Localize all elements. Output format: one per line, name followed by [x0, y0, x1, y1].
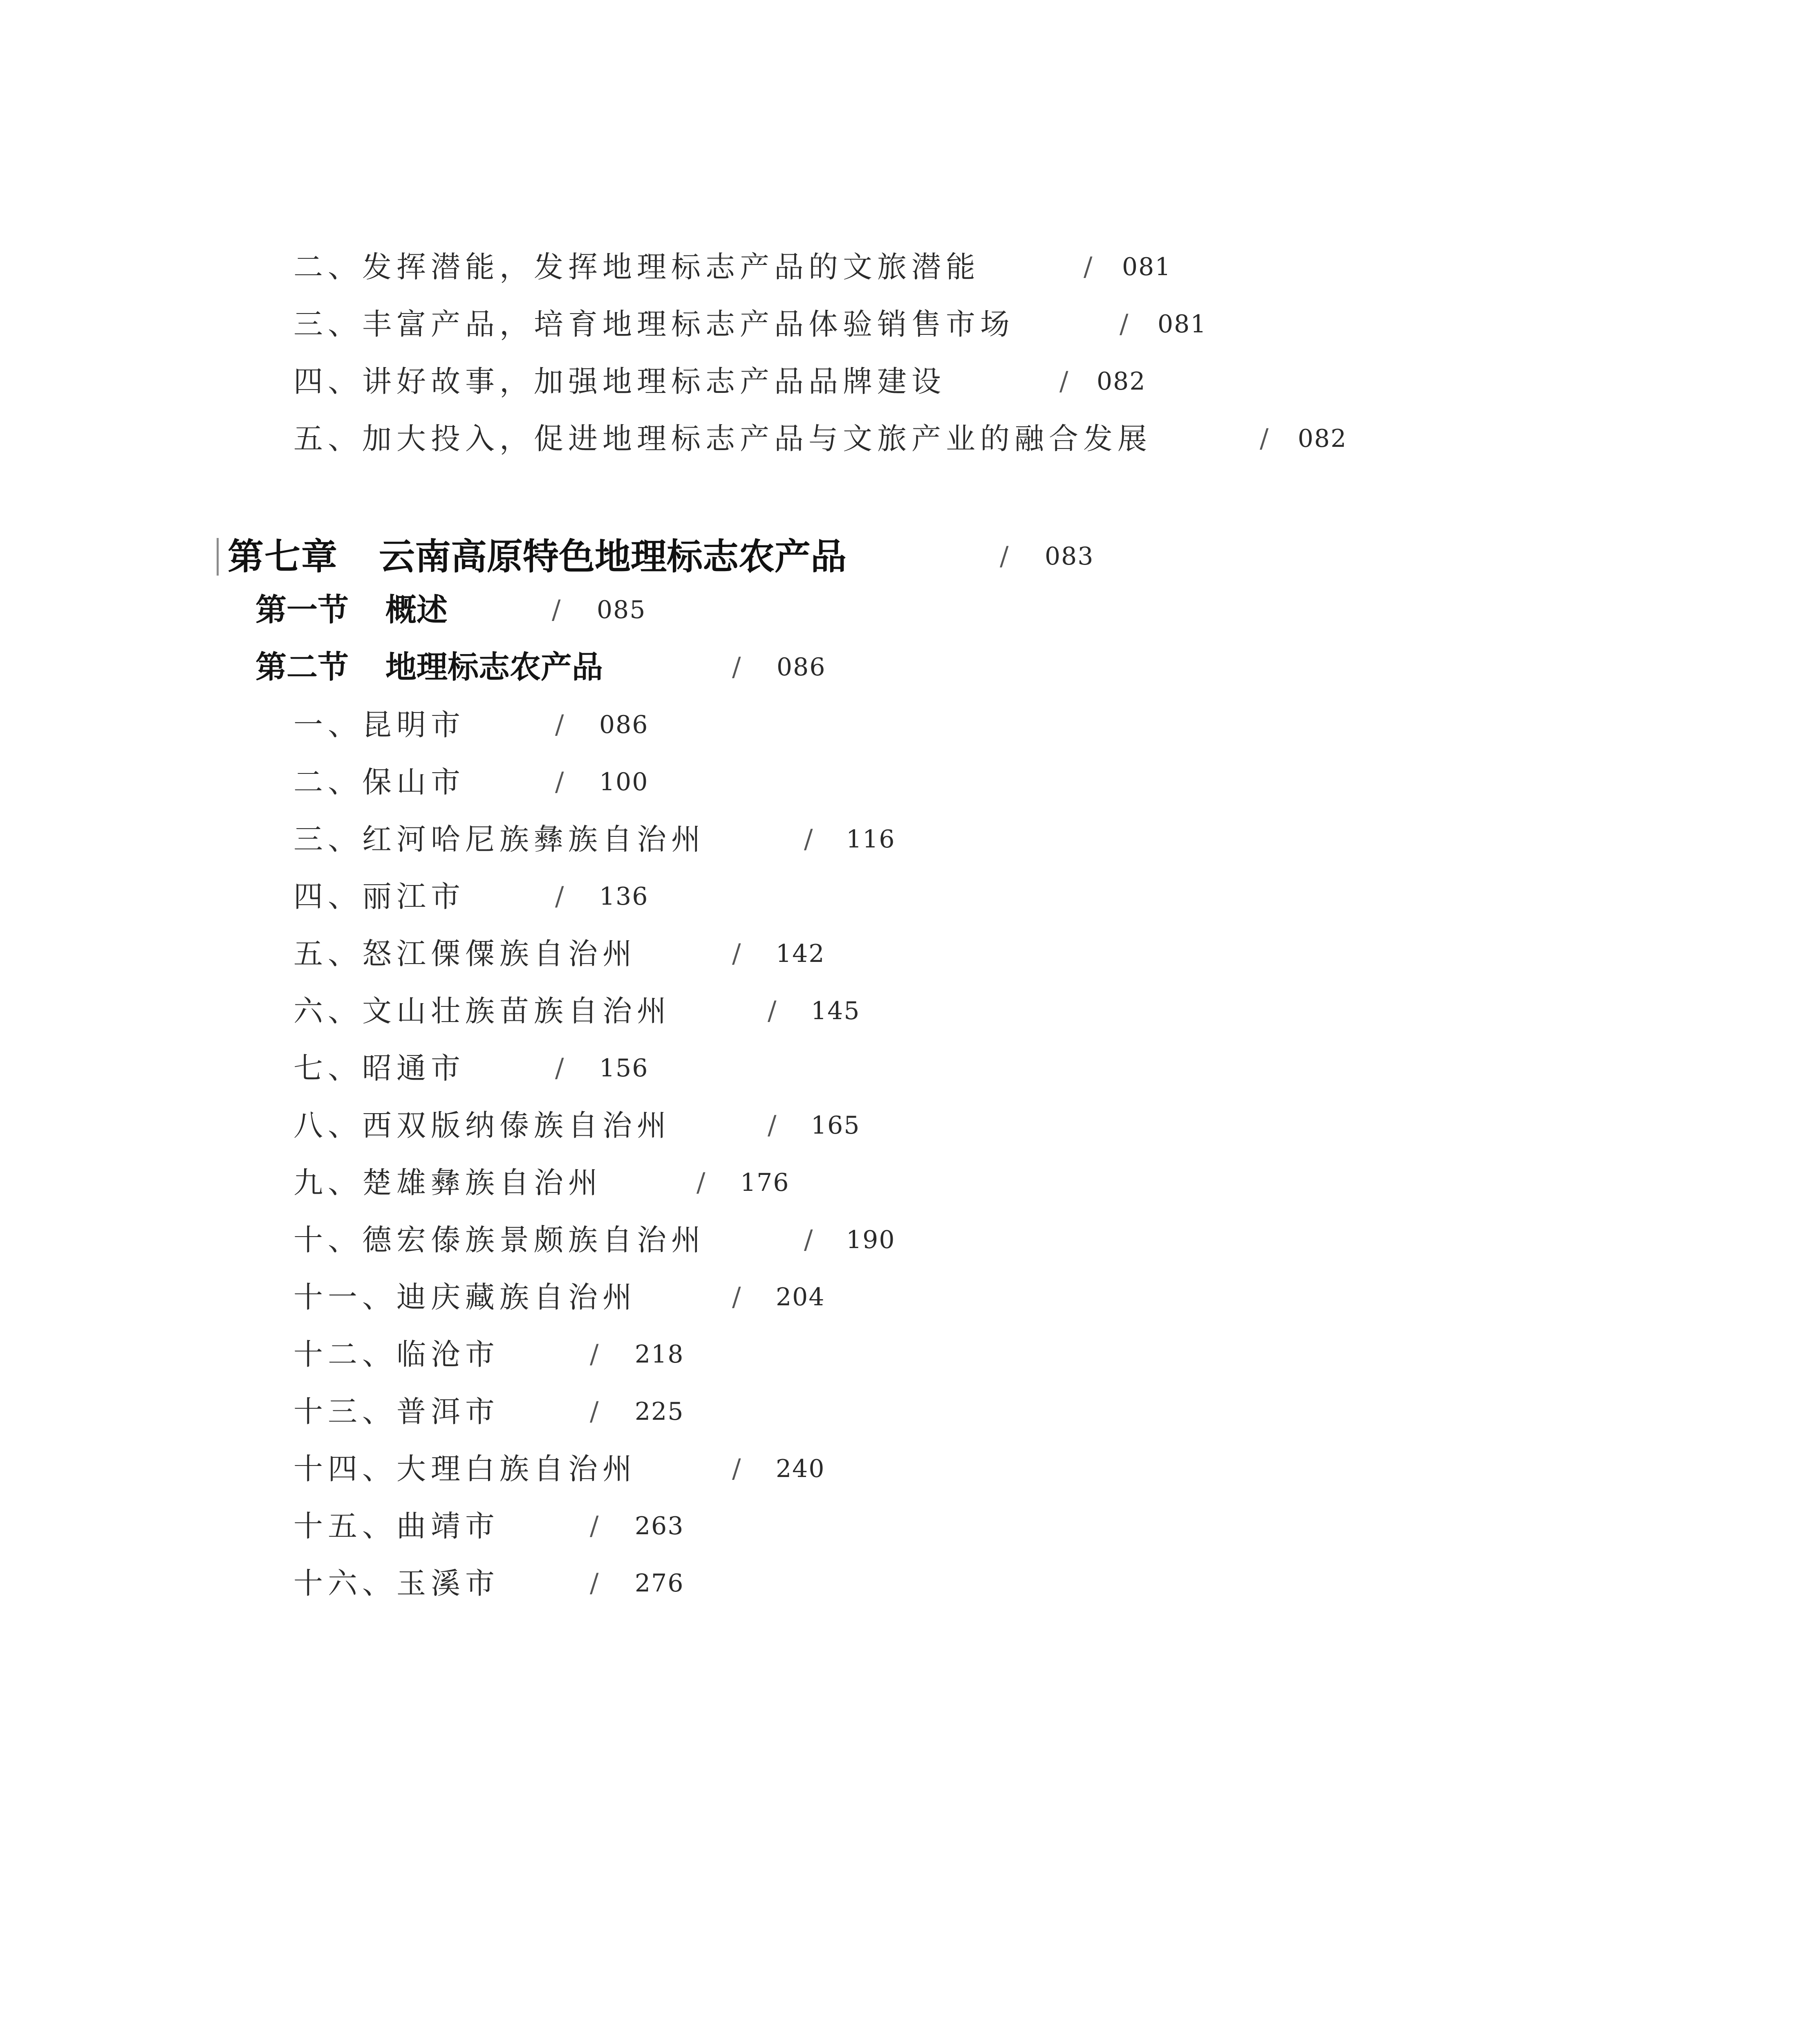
toc-item-label: 十六、玉溪市 — [293, 1566, 500, 1600]
chapter-page: 083 — [1045, 542, 1094, 571]
toc-item-label: 八、西双版纳傣族自治州 — [293, 1108, 672, 1143]
toc-separator: / — [732, 1454, 741, 1484]
toc-item-label: 四、讲好故事，加强地理标志产品品牌建设 — [293, 364, 946, 399]
section-name: 地理标志农产品 — [385, 649, 603, 685]
toc-item-page: 082 — [1298, 424, 1347, 453]
toc-item-page: 116 — [846, 825, 896, 854]
toc-item-label: 十五、曲靖市 — [293, 1509, 500, 1543]
toc-item-page: 100 — [599, 768, 649, 796]
toc-separator: / — [732, 652, 741, 682]
toc-item-page: 081 — [1122, 253, 1171, 281]
toc-separator: / — [768, 1110, 777, 1141]
toc-item-label: 四、丽江市 — [293, 879, 466, 914]
toc-separator: / — [555, 1053, 564, 1083]
toc-separator: / — [804, 1225, 813, 1255]
toc-item-page: 082 — [1097, 367, 1146, 396]
toc-item-label: 一、昆明市 — [293, 708, 466, 742]
toc-separator: / — [552, 595, 561, 625]
section-number: 第一节 — [255, 592, 349, 628]
toc-item-label: 十、德宏傣族景颇族自治州 — [293, 1223, 706, 1257]
toc-item-label: 十一、迪庆藏族自治州 — [293, 1280, 637, 1314]
toc-item-page: 225 — [635, 1397, 684, 1426]
toc-item-page: 145 — [811, 997, 860, 1025]
toc-item-label: 五、怒江傈僳族自治州 — [293, 937, 637, 971]
toc-separator: / — [732, 939, 741, 969]
toc-item-page: 136 — [599, 882, 649, 911]
toc-item-page: 204 — [776, 1283, 825, 1311]
section-page: 086 — [777, 653, 826, 681]
toc-separator: / — [1000, 541, 1009, 572]
toc-item-label: 九、楚雄彝族自治州 — [293, 1165, 603, 1200]
chapter-marker-bar — [217, 538, 219, 576]
chapter-name: 云南高原特色地理标志农产品 — [379, 535, 847, 578]
toc-item-page: 176 — [740, 1168, 790, 1197]
toc-item-label: 十二、临沧市 — [293, 1337, 500, 1372]
toc-separator: / — [1120, 309, 1129, 339]
section-page: 085 — [597, 596, 646, 624]
toc-item-label: 十三、普洱市 — [293, 1394, 500, 1429]
toc-item-label: 五、加大投入，促进地理标志产品与文旅产业的融合发展 — [293, 421, 1152, 456]
chapter-title — [228, 530, 846, 583]
toc-separator: / — [1260, 424, 1269, 454]
section-number: 第二节 — [255, 649, 349, 685]
toc-item-page: 218 — [635, 1340, 684, 1369]
toc-item-page: 276 — [635, 1569, 684, 1598]
toc-separator: / — [555, 710, 564, 740]
toc-separator: / — [590, 1339, 599, 1369]
toc-separator: / — [590, 1568, 599, 1598]
toc-separator: / — [1059, 366, 1068, 397]
toc-separator: / — [732, 1282, 741, 1312]
section-title — [255, 587, 448, 632]
toc-item-page: 081 — [1158, 310, 1207, 338]
toc-item-page: 240 — [776, 1455, 825, 1483]
toc-item-page: 263 — [635, 1512, 684, 1540]
toc-item-label: 七、昭通市 — [293, 1051, 466, 1085]
toc-item-page: 156 — [599, 1054, 649, 1083]
chapter-number: 第七章 — [228, 535, 338, 578]
toc-item-page: 142 — [776, 939, 825, 968]
toc-item-label: 三、丰富产品，培育地理标志产品体验销售市场 — [293, 307, 1015, 341]
toc-separator: / — [804, 824, 813, 854]
toc-separator: / — [555, 881, 564, 912]
toc-item-label: 六、文山壮族苗族自治州 — [293, 994, 672, 1028]
toc-item-label: 三、红河哈尼族彝族自治州 — [293, 822, 706, 856]
section-title — [255, 645, 603, 690]
toc-separator: / — [1084, 252, 1093, 282]
toc-separator: / — [590, 1396, 599, 1427]
toc-item-page: 190 — [846, 1226, 896, 1254]
toc-item-label: 二、发挥潜能，发挥地理标志产品的文旅潜能 — [293, 250, 981, 284]
toc-item-page: 165 — [811, 1111, 860, 1140]
toc-separator: / — [555, 767, 564, 797]
toc-separator: / — [590, 1511, 599, 1541]
toc-item-label: 二、保山市 — [293, 765, 466, 799]
toc-separator: / — [696, 1168, 705, 1198]
toc-separator: / — [768, 996, 777, 1026]
toc-item-page: 086 — [599, 710, 649, 739]
section-name: 概述 — [385, 592, 448, 628]
toc-item-label: 十四、大理白族自治州 — [293, 1452, 637, 1486]
